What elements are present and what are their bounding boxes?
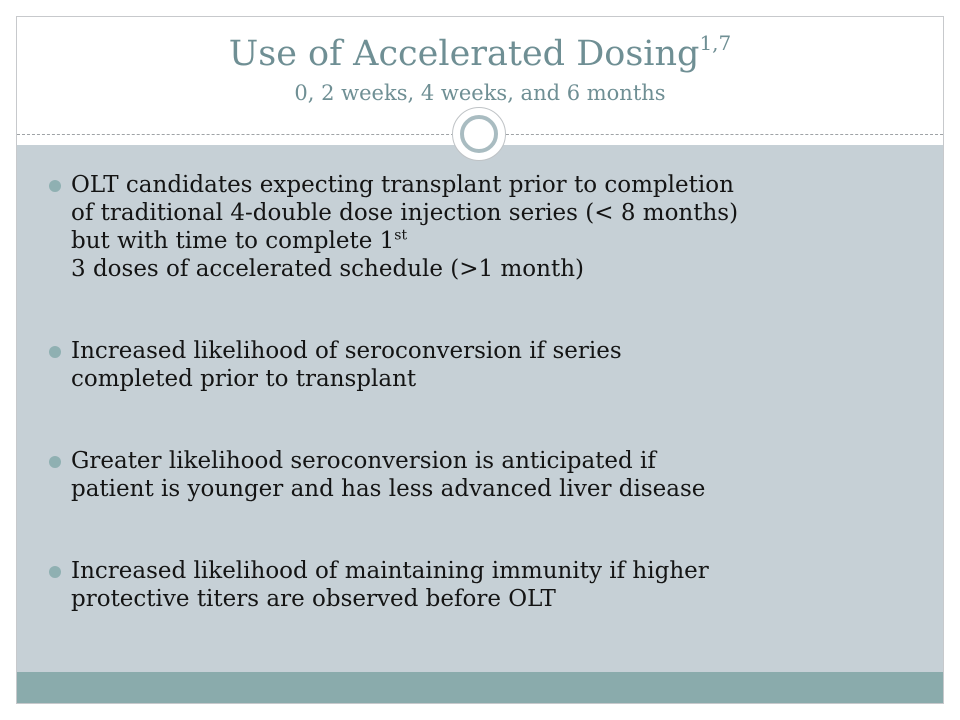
bullet-line: of traditional 4-double dose injection series (< 8 months) xyxy=(71,200,739,226)
bullet-line: patient is younger and has less advanced liver disease xyxy=(71,476,706,502)
slide-title-text: Use of Accelerated Dosing xyxy=(228,34,700,74)
bullet-dot-icon xyxy=(49,180,61,192)
bullet-line: completed prior to transplant xyxy=(71,366,417,392)
circle-ring-icon xyxy=(452,107,506,161)
ordinal-suffix: st xyxy=(394,227,408,244)
bullet-dot-icon xyxy=(49,566,61,578)
slide-title xyxy=(17,33,943,75)
bullet-text xyxy=(71,337,909,393)
bullet-line: protective titers are observed before OLT xyxy=(71,586,556,612)
bullet-item-3 xyxy=(49,447,909,503)
bullet-line: 3 doses of accelerated schedule (>1 month) xyxy=(71,256,584,282)
slide-subtitle: 0, 2 weeks, 4 weeks, and 6 months xyxy=(294,81,666,105)
bullet-line xyxy=(71,227,909,255)
ring-inner xyxy=(460,115,498,153)
bullet-line: Greater likelihood seroconversion is anticipated if xyxy=(71,448,656,474)
title-citation: 1,7 xyxy=(699,31,732,56)
bullet-text xyxy=(71,447,909,503)
slide xyxy=(16,16,944,704)
bullet-line: Increased likelihood of maintaining immunity if higher xyxy=(71,558,709,584)
bullet-dot-icon xyxy=(49,456,61,468)
bullet-item-2 xyxy=(49,337,909,393)
bullet-text xyxy=(71,171,909,283)
bullet-line: OLT candidates expecting transplant prior to completion xyxy=(71,172,734,198)
bullet-line-text: but with time to complete 1 xyxy=(71,228,395,254)
bullet-dot-icon xyxy=(49,346,61,358)
footer-bar xyxy=(17,672,943,703)
bullet-item-1 xyxy=(49,171,909,283)
bullet-item-4 xyxy=(49,557,909,613)
bullet-text xyxy=(71,557,909,613)
bullet-line: Increased likelihood of seroconversion if series xyxy=(71,338,622,364)
